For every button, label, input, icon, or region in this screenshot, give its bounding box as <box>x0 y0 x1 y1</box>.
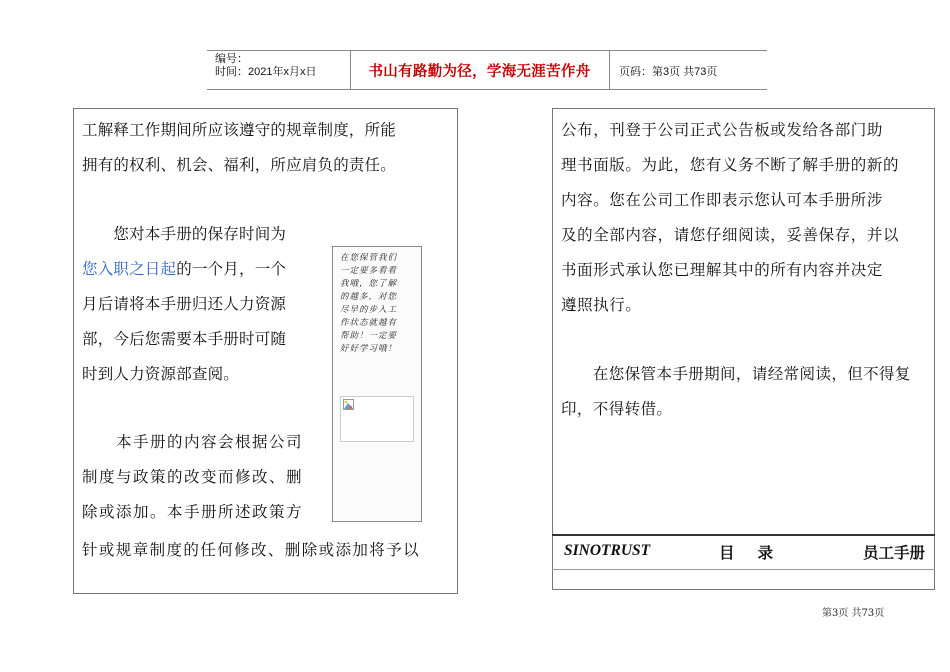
text-line: 遵照执行。 <box>561 296 642 314</box>
page-header <box>207 50 767 90</box>
header-divider <box>609 50 610 90</box>
text-line: 部，今后您需要本手册时可随 <box>82 330 287 348</box>
text-line: 时到人力资源部查阅。 <box>82 365 240 383</box>
text-line <box>82 217 332 252</box>
right-paragraph-2 <box>561 357 931 427</box>
text-line: 印，不得转借。 <box>561 400 673 418</box>
toc-title <box>719 541 774 563</box>
toc-top-rule <box>552 534 935 536</box>
text-span: 本手册的内容会根据公司 <box>116 433 304 451</box>
left-paragraph-1 <box>82 113 454 183</box>
toc-header <box>552 538 935 566</box>
text-line: 除或添加。本手册所述政策方 <box>82 503 304 521</box>
text-line: 书面形式承认您已理解其中的所有内容并决定 <box>561 261 884 279</box>
broken-image-icon <box>343 399 354 410</box>
note-line: 一定要多看看 <box>340 266 398 276</box>
left-paragraph-3-last-line: 针或规章制度的任何修改、删除或添加将予以 <box>82 541 421 559</box>
note-line: 帮助！一定要 <box>340 331 398 341</box>
text-line <box>82 425 332 460</box>
brand-name: SINOTRUST <box>564 542 651 559</box>
right-paragraph-1 <box>561 113 931 323</box>
text-line: 制度与政策的改变而修改、删 <box>82 468 304 486</box>
note-line: 好好学习哦！ <box>340 344 398 354</box>
handwritten-note <box>340 252 418 356</box>
header-motto: 书山有路勤为径，学海无涯苦作舟 <box>368 63 591 80</box>
header-page-info: 页码：第3页 共73页 <box>619 66 718 78</box>
text-line: 内容。您在公司工作即表示您认可本手册所涉 <box>561 191 884 209</box>
text-line: 工解释工作期间所应该遵守的规章制度，所能 <box>82 121 397 139</box>
note-line: 作状态就越有 <box>340 318 398 328</box>
left-paragraph-3 <box>82 425 332 530</box>
manual-name: 员工手册 <box>862 543 925 562</box>
note-line: 我哦，您了解 <box>340 279 398 289</box>
text-line: 理书面版。为此，您有义务不断了解手册的新的 <box>561 156 900 174</box>
text-line: 拥有的权利、机会、福利，所应肩负的责任。 <box>82 156 397 174</box>
number-label: 编号： <box>215 53 248 65</box>
text-line: 公布，刊登于公司正式公告板或发给各部门助 <box>561 121 884 139</box>
text-span: 您对本手册的保存时间为 <box>113 225 287 243</box>
page-footer: 第3页 共73页 <box>822 608 885 619</box>
header-meta <box>215 53 316 79</box>
note-line: 在您保管我们 <box>340 253 398 263</box>
note-line: 的越多，对您 <box>340 292 398 302</box>
text-span: 的一个月，一个 <box>176 260 287 278</box>
note-line: 尽早的步入工 <box>340 305 398 315</box>
toc-title-char: 目 <box>719 543 736 562</box>
time-label: 时间：2021年x月x日 <box>215 66 317 78</box>
text-line: 及的全部内容，请您仔细阅读，妥善保存，并以 <box>561 226 900 244</box>
text-span: 在您保管本手册期间，请经常阅读，但不得复 <box>592 365 911 383</box>
broken-image-placeholder <box>340 396 414 442</box>
toc-title-char: 录 <box>757 543 775 562</box>
text-line: 月后请将本手册归还人力资源 <box>82 295 287 313</box>
join-date-link[interactable]: 您入职之日起 <box>82 260 177 278</box>
left-paragraph-2 <box>82 217 332 392</box>
text-line <box>561 357 931 392</box>
toc-divider <box>552 569 935 570</box>
text-line <box>82 252 332 287</box>
